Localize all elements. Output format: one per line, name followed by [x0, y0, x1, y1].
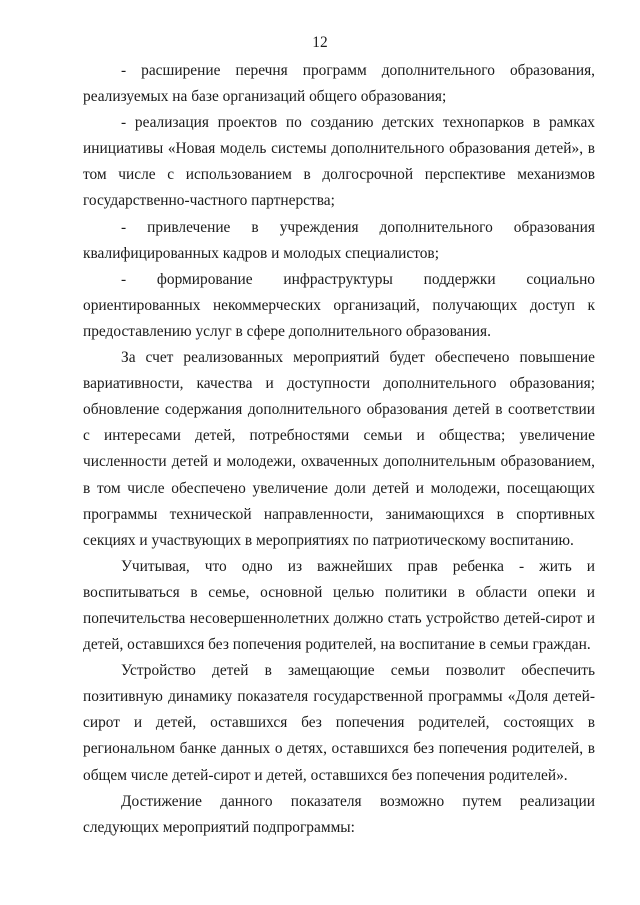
list-item-qualified-staff: - привлечение в учреждения дополнительного образования квалифицированных кадров и молодых специалистов; [83, 218, 595, 262]
document-body [83, 58, 595, 841]
paragraph-family-rights: Учитывая, что одно из важнейших прав ребенка - жить и воспитываться в семье, основной целью политики в области опеки и попечительства несовершеннолетних должно стать устройство детей-сирот и детей, оставшихся без попечения родителей, на воспитание в семьи граждан. [83, 557, 595, 654]
paragraph-achievement: Достижение данного показателя возможно путем реализации следующих мероприятий подпрограммы: [83, 792, 595, 836]
paragraph-results: За счет реализованных мероприятий будет обеспечено повышение вариативности, качества и доступности дополнительного образования; обновление содержания дополнительного образования детей в соответствии с интересами детей, потребностями семьи и общества; увеличение численности детей и молодежи, охваченных дополнительным образованием, в том числе обеспечено увеличение доли детей и молодежи, посещающих программы технической направленности, занимающихся в спортивных секциях и участвующих в мероприятиях по патриотическому воспитанию. [83, 349, 595, 549]
list-item-expand-programs: - расширение перечня программ дополнительного образования, реализуемых на базе организаций общего образования; [83, 62, 595, 106]
paragraph-foster-families: Устройство детей в замещающие семьи позволит обеспечить позитивную динамику показателя государственной программы «Доля детей-сирот и детей, оставшихся без попечения родителей, состоящих в региональном банке данных о детях, оставшихся без попечения родителей, в общем числе детей-сирот и детей, оставшихся без попечения родителей». [83, 662, 595, 784]
page-number: 12 [312, 34, 328, 51]
list-item-infrastructure: - формирование инфраструктуры поддержки социально ориентированных некоммерческих организаций, получающих доступ к предоставлению услуг в сфере дополнительного образования. [83, 270, 595, 340]
list-item-technoparks: - реализация проектов по созданию детских технопарков в рамках инициативы «Новая модель системы дополнительного образования детей», в том числе с использованием в долгосрочной перспективе механизмов государственно-частного партнерства; [83, 114, 595, 210]
